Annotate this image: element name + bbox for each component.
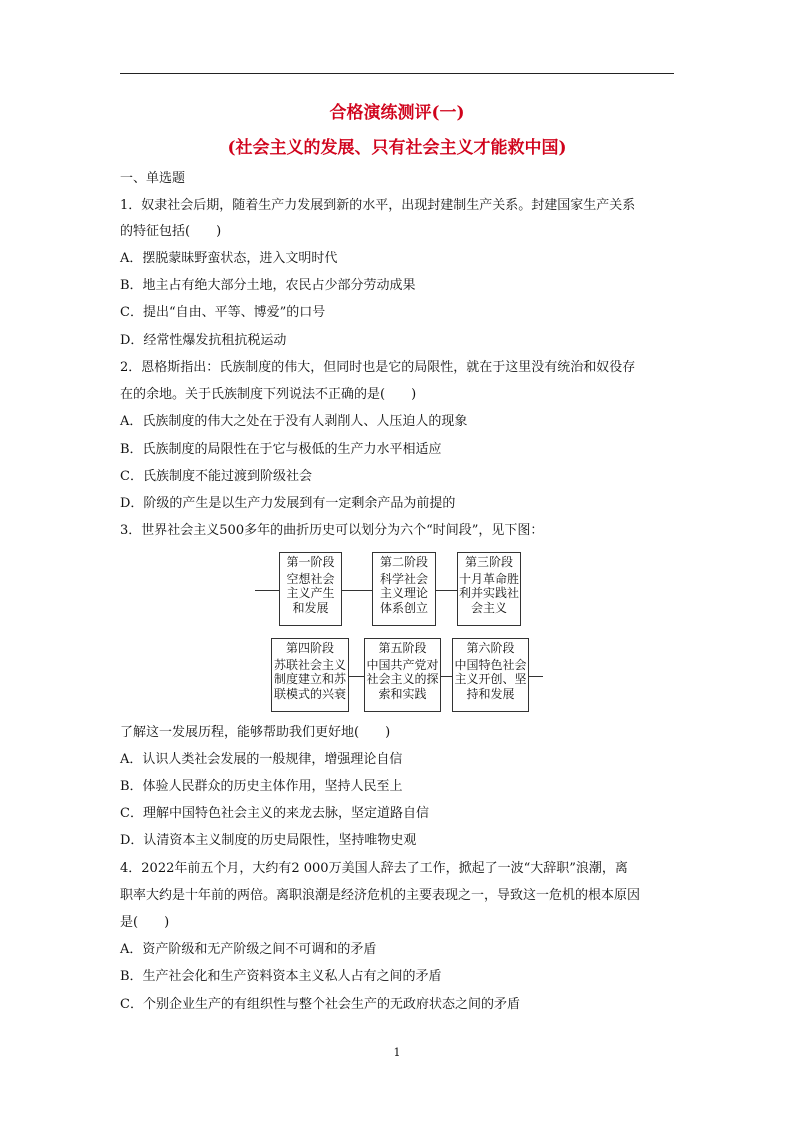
q3-option-d[interactable]: D．认清资本主义制度的历史局限性，坚持唯物史观 — [120, 833, 417, 848]
q3-stem-after: 了解这一发展历程，能够帮助我们更好地( ) — [120, 725, 391, 740]
q3-option-c[interactable]: C．理解中国特色社会主义的来龙去脉，坚定道路自信 — [120, 806, 429, 821]
q4-option-a[interactable]: A．资产阶级和无产阶级之间不可调和的矛盾 — [120, 942, 377, 957]
stage-2-line: 体系创立 — [379, 600, 428, 615]
q1-option-c[interactable]: C．提出“自由、平等、博爱”的口号 — [120, 305, 326, 320]
stage-6-line: 持和发展 — [466, 686, 515, 701]
q2-option-a[interactable]: A．氏族制度的伟大之处在于没有人剥削人、人压迫人的现象 — [120, 414, 468, 429]
stage-6-head: 第六阶段 — [466, 641, 515, 655]
stage-2-line: 主义理论 — [379, 586, 428, 600]
q1-option-b[interactable]: B．地主占有绝大部分土地，农民占少部分劳动成果 — [120, 278, 416, 293]
connector-line — [441, 676, 452, 677]
stage-5-line: 索和实践 — [378, 686, 427, 701]
stage-1-line: 主义产生 — [286, 586, 335, 600]
q3-option-a[interactable]: A．认识人类社会发展的一般规律，增强理论自信 — [120, 752, 403, 767]
connector-line — [529, 676, 543, 677]
stage-box-5 — [364, 638, 441, 712]
stage-4-line: 苏联社会主义 — [273, 657, 346, 672]
connector-line — [342, 590, 372, 591]
stage-6-line: 主义开创、坚 — [454, 672, 527, 686]
stage-4-head: 第四阶段 — [285, 641, 334, 655]
stage-5-head: 第五阶段 — [378, 641, 427, 655]
stage-box-4 — [271, 638, 349, 712]
stage-5-line: 社会主义的探 — [366, 672, 439, 686]
stage-3-line: 利并实践社 — [458, 586, 519, 600]
page-subtitle: (社会主义的发展、只有社会主义才能救中国) — [227, 138, 567, 158]
q3-stem-line-1: 3．世界社会主义500多年的曲折历史可以划分为六个“时间段”，见下图： — [120, 523, 544, 538]
q2-stem-line-2: 在的余地。关于氏族制度下列说法不正确的是( ) — [120, 387, 417, 402]
stage-2-line: 科学社会 — [379, 571, 428, 586]
connector-line — [436, 590, 457, 591]
connector-line — [255, 590, 279, 591]
stage-5-line: 中国共产党对 — [366, 657, 439, 672]
stage-box-2 — [372, 552, 436, 626]
q2-option-d[interactable]: D．阶级的产生是以生产力发展到有一定剩余产品为前提的 — [120, 496, 456, 511]
q2-option-c[interactable]: C．氏族制度不能过渡到阶级社会 — [120, 469, 312, 484]
stage-4-line: 制度建立和苏 — [273, 672, 346, 686]
stage-3-head: 第三阶段 — [464, 555, 513, 569]
stage-1-line: 空想社会 — [286, 571, 335, 586]
q2-option-b[interactable]: B．氏族制度的局限性在于它与极低的生产力水平相适应 — [120, 442, 442, 457]
stage-1-head: 第一阶段 — [286, 555, 335, 569]
q4-option-b[interactable]: B．生产社会化和生产资料资本主义私人占有之间的矛盾 — [120, 969, 442, 984]
q1-option-a[interactable]: A．摆脱蒙昧野蛮状态，进入文明时代 — [120, 251, 338, 266]
connector-line — [349, 676, 364, 677]
page-number: 1 — [393, 1046, 401, 1059]
stage-4-line: 联模式的兴衰 — [273, 686, 346, 701]
stage-box-3 — [457, 552, 521, 626]
q1-option-d[interactable]: D．经常性爆发抗租抗税运动 — [120, 333, 287, 348]
q4-stem-line-1: 4．2022年前五个月，大约有2 000万美国人辞去了工作，掀起了一波“大辞职”浪潮，离 — [120, 861, 628, 876]
q2-stem-line-1: 2．恩格斯指出：氏族制度的伟大，但同时也是它的局限性，就在于这里没有统治和奴役存 — [120, 360, 636, 375]
stage-box-6 — [452, 638, 529, 712]
section-heading: 一、单选题 — [120, 171, 186, 186]
q3-option-b[interactable]: B．体验人民群众的历史主体作用，坚持人民至上 — [120, 779, 403, 794]
page-title: 合格演练测评(一) — [329, 103, 465, 123]
q1-stem-line-2: 的特征包括( ) — [120, 224, 222, 239]
header-rule — [120, 73, 674, 74]
stage-3-line: 会主义 — [470, 600, 507, 615]
stage-box-1 — [279, 552, 342, 626]
stage-6-line: 中国特色社会 — [454, 657, 527, 672]
stage-1-line: 和发展 — [292, 600, 329, 615]
stage-2-head: 第二阶段 — [379, 555, 428, 569]
q4-stem-line-2: 职率大约是十年前的两倍。离职浪潮是经济危机的主要表现之一，导致这一危机的根本原因 — [120, 888, 641, 903]
q4-stem-line-3: 是( ) — [120, 915, 170, 930]
q4-option-c[interactable]: C．个别企业生产的有组织性与整个社会生产的无政府状态之间的矛盾 — [120, 997, 520, 1012]
q1-stem-line-1: 1．奴隶社会后期，随着生产力发展到新的水平，出现封建制生产关系。封建国家生产关系 — [120, 198, 636, 213]
stage-3-line: 十月革命胜 — [458, 571, 519, 586]
